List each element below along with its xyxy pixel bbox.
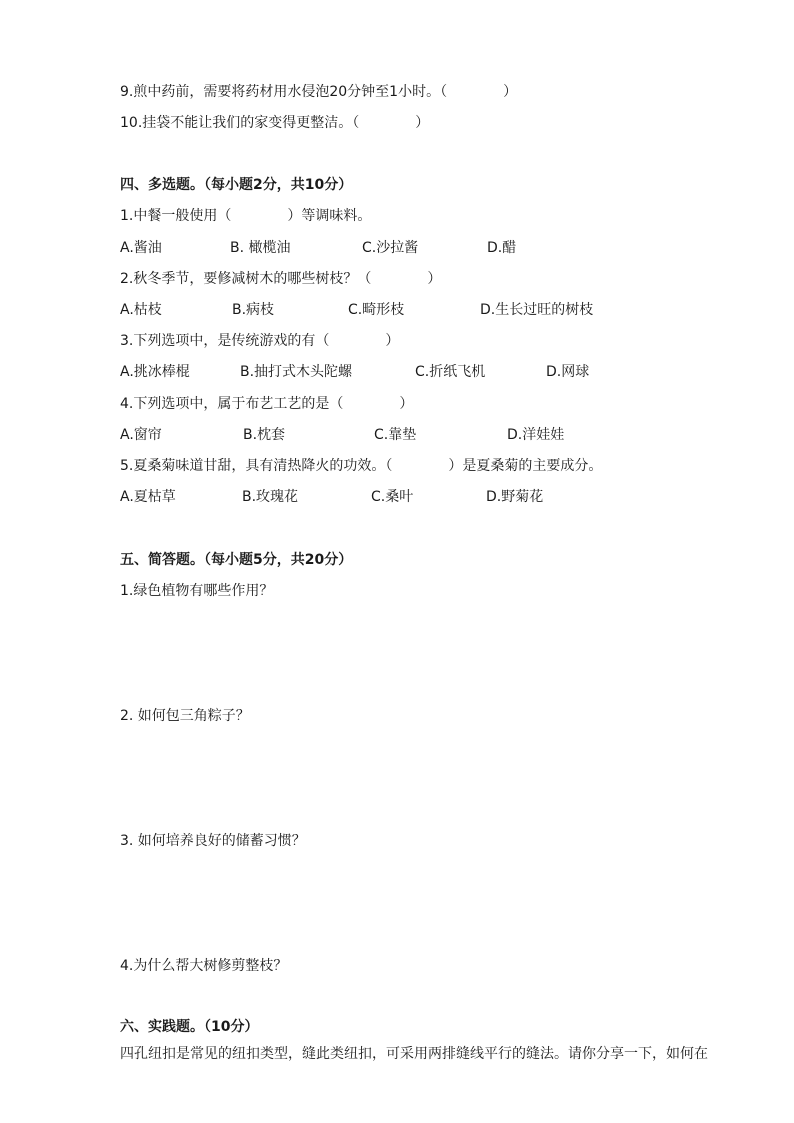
- mc-option: B.抽打式木头陀螺: [240, 364, 353, 380]
- question-judgment-9: 9.煎中药前，需要将药材用水侵泡20分钟至1小时。（ ）: [120, 84, 518, 100]
- mc-option: D.生长过旺的树枝: [480, 302, 594, 318]
- mc-option: C.桑叶: [371, 489, 414, 505]
- mc-option: C.折纸飞机: [415, 364, 486, 380]
- mc-option: C.靠垫: [374, 427, 417, 443]
- question-judgment-10: 10.挂袋不能让我们的家变得更整洁。（ ）: [120, 115, 430, 131]
- mc-option: A.挑冰棒棍: [120, 364, 190, 380]
- mc-question-2: 2.秋冬季节，要修减树木的哪些树枝？（ ）: [120, 271, 442, 287]
- mc-option: A.酱油: [120, 240, 162, 256]
- short-question-3: 3. 如何培养良好的储蓄习惯？: [120, 833, 306, 849]
- mc-option: D.网球: [546, 364, 590, 380]
- mc-option: D.洋娃娃: [507, 427, 565, 443]
- mc-option: D.野菊花: [486, 489, 544, 505]
- mc-question-4: 4.下列选项中，属于布艺工艺的是（ ）: [120, 396, 414, 412]
- mc-question-5: 5.夏桑菊味道甘甜，具有清热降火的功效。（ ）是夏桑菊的主要成分。: [120, 458, 603, 474]
- mc-option: A.窗帘: [120, 427, 162, 443]
- mc-question-3: 3.下列选项中，是传统游戏的有（ ）: [120, 333, 400, 349]
- section-heading-multiple-choice: 四、多选题。（每小题2分，共10分）: [120, 177, 353, 193]
- mc-option: A.夏枯草: [120, 489, 176, 505]
- mc-option: B.病枝: [232, 302, 275, 318]
- mc-option: B.枕套: [243, 427, 286, 443]
- mc-question-1: 1.中餐一般使用（ ）等调味料。: [120, 208, 372, 224]
- mc-option: D.醋: [487, 240, 517, 256]
- short-question-1: 1.绿色植物有哪些作用？: [120, 583, 274, 599]
- mc-option: C.沙拉酱: [362, 240, 419, 256]
- mc-option: A.枯枝: [120, 302, 162, 318]
- mc-option: B. 橄榄油: [230, 240, 291, 256]
- short-question-2: 2. 如何包三角粽子？: [120, 708, 250, 724]
- mc-option: B.玫瑰花: [242, 489, 299, 505]
- short-question-4: 4.为什么帮大树修剪整枝？: [120, 958, 288, 974]
- section-heading-short-answer: 五、简答题。（每小题5分，共20分）: [120, 552, 353, 568]
- mc-option: C.畸形枝: [348, 302, 405, 318]
- section-heading-practice: 六、实践题。（10分）: [120, 1019, 259, 1035]
- practice-question-text: 四孔纽扣是常见的纽扣类型，缝此类纽扣，可采用两排缝线平行的缝法。请你分享一下，如何在: [120, 1046, 708, 1062]
